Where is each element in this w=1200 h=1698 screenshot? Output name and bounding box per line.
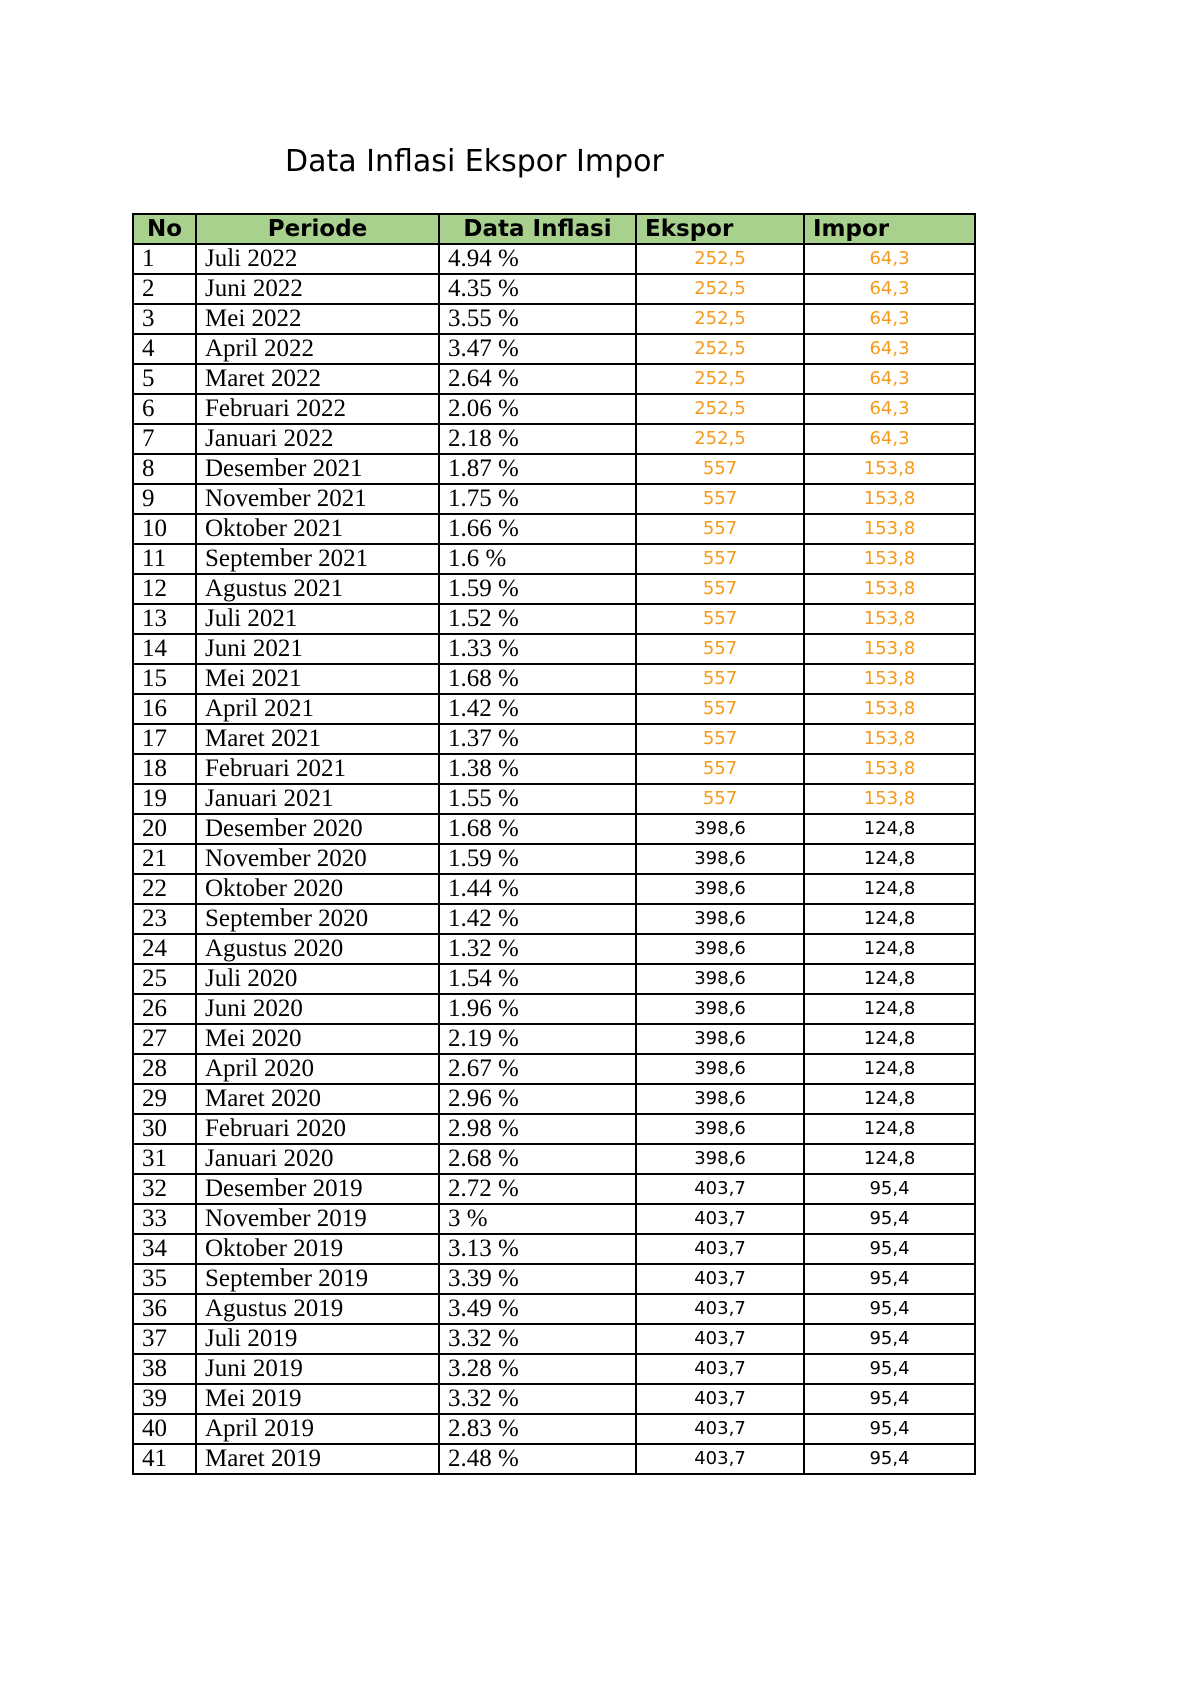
- inflasi-cell: 1.96 %: [439, 994, 636, 1024]
- ekspor-cell: 403,7: [636, 1414, 804, 1444]
- table-row: [133, 1084, 975, 1114]
- ekspor-cell: 403,7: [636, 1324, 804, 1354]
- table-row: [133, 274, 975, 304]
- inflasi-cell: 3.55 %: [439, 304, 636, 334]
- row-number-cell: 20: [133, 814, 196, 844]
- table-row: [133, 1114, 975, 1144]
- impor-cell: 64,3: [804, 244, 975, 274]
- inflasi-cell: 2.67 %: [439, 1054, 636, 1084]
- ekspor-cell: 403,7: [636, 1384, 804, 1414]
- row-number-cell: 8: [133, 454, 196, 484]
- impor-cell: 124,8: [804, 1054, 975, 1084]
- inflasi-cell: 1.68 %: [439, 814, 636, 844]
- impor-cell: 95,4: [804, 1294, 975, 1324]
- column-header-periode: Periode: [196, 214, 439, 244]
- ekspor-cell: 398,6: [636, 1114, 804, 1144]
- table-row: [133, 424, 975, 454]
- table-row: [133, 1024, 975, 1054]
- impor-cell: 124,8: [804, 964, 975, 994]
- ekspor-cell: 557: [636, 664, 804, 694]
- row-number-cell: 35: [133, 1264, 196, 1294]
- table-row: [133, 1384, 975, 1414]
- ekspor-cell: 252,5: [636, 244, 804, 274]
- impor-cell: 95,4: [804, 1174, 975, 1204]
- periode-cell: April 2020: [196, 1054, 439, 1084]
- table-row: [133, 874, 975, 904]
- periode-cell: Mei 2020: [196, 1024, 439, 1054]
- periode-cell: Februari 2021: [196, 754, 439, 784]
- table-row: [133, 904, 975, 934]
- ekspor-cell: 557: [636, 694, 804, 724]
- impor-cell: 124,8: [804, 934, 975, 964]
- row-number-cell: 22: [133, 874, 196, 904]
- inflasi-cell: 1.75 %: [439, 484, 636, 514]
- inflasi-cell: 3.39 %: [439, 1264, 636, 1294]
- table-row: [133, 1324, 975, 1354]
- row-number-cell: 27: [133, 1024, 196, 1054]
- periode-cell: Desember 2019: [196, 1174, 439, 1204]
- impor-cell: 153,8: [804, 724, 975, 754]
- periode-cell: Januari 2022: [196, 424, 439, 454]
- periode-cell: Juni 2022: [196, 274, 439, 304]
- ekspor-cell: 403,7: [636, 1444, 804, 1474]
- row-number-cell: 3: [133, 304, 196, 334]
- ekspor-cell: 252,5: [636, 394, 804, 424]
- impor-cell: 64,3: [804, 364, 975, 394]
- inflasi-cell: 2.72 %: [439, 1174, 636, 1204]
- ekspor-cell: 398,6: [636, 844, 804, 874]
- row-number-cell: 17: [133, 724, 196, 754]
- inflasi-cell: 2.96 %: [439, 1084, 636, 1114]
- periode-cell: Desember 2020: [196, 814, 439, 844]
- periode-cell: September 2021: [196, 544, 439, 574]
- impor-cell: 153,8: [804, 664, 975, 694]
- ekspor-cell: 557: [636, 784, 804, 814]
- periode-cell: Agustus 2019: [196, 1294, 439, 1324]
- row-number-cell: 38: [133, 1354, 196, 1384]
- periode-cell: Agustus 2020: [196, 934, 439, 964]
- row-number-cell: 11: [133, 544, 196, 574]
- impor-cell: 153,8: [804, 754, 975, 784]
- row-number-cell: 30: [133, 1114, 196, 1144]
- inflasi-cell: 1.52 %: [439, 604, 636, 634]
- impor-cell: 124,8: [804, 904, 975, 934]
- table-row: [133, 844, 975, 874]
- impor-cell: 64,3: [804, 424, 975, 454]
- table-row: [133, 814, 975, 844]
- impor-cell: 95,4: [804, 1354, 975, 1384]
- row-number-cell: 2: [133, 274, 196, 304]
- table-row: [133, 1204, 975, 1234]
- impor-cell: 95,4: [804, 1234, 975, 1264]
- periode-cell: Mei 2019: [196, 1384, 439, 1414]
- inflasi-cell: 1.59 %: [439, 844, 636, 874]
- impor-cell: 124,8: [804, 1024, 975, 1054]
- table-row: [133, 1354, 975, 1384]
- ekspor-cell: 398,6: [636, 1054, 804, 1084]
- ekspor-cell: 557: [636, 604, 804, 634]
- inflasi-cell: 3.32 %: [439, 1384, 636, 1414]
- periode-cell: Desember 2021: [196, 454, 439, 484]
- ekspor-cell: 398,6: [636, 994, 804, 1024]
- table-row: [133, 1054, 975, 1084]
- impor-cell: 124,8: [804, 1144, 975, 1174]
- periode-cell: Agustus 2021: [196, 574, 439, 604]
- inflasi-cell: 3.32 %: [439, 1324, 636, 1354]
- table-header-row: [133, 214, 975, 244]
- impor-cell: 124,8: [804, 1084, 975, 1114]
- table-row: [133, 514, 975, 544]
- periode-cell: Juni 2019: [196, 1354, 439, 1384]
- impor-cell: 124,8: [804, 874, 975, 904]
- inflasi-cell: 2.64 %: [439, 364, 636, 394]
- row-number-cell: 15: [133, 664, 196, 694]
- ekspor-cell: 398,6: [636, 814, 804, 844]
- row-number-cell: 10: [133, 514, 196, 544]
- row-number-cell: 1: [133, 244, 196, 274]
- inflasi-cell: 3.49 %: [439, 1294, 636, 1324]
- table-row: [133, 1174, 975, 1204]
- table-row: [133, 574, 975, 604]
- table-row: [133, 934, 975, 964]
- periode-cell: November 2020: [196, 844, 439, 874]
- ekspor-cell: 252,5: [636, 274, 804, 304]
- inflasi-cell: 1.55 %: [439, 784, 636, 814]
- row-number-cell: 13: [133, 604, 196, 634]
- row-number-cell: 6: [133, 394, 196, 424]
- ekspor-cell: 252,5: [636, 304, 804, 334]
- periode-cell: Oktober 2021: [196, 514, 439, 544]
- table-row: [133, 484, 975, 514]
- periode-cell: Oktober 2020: [196, 874, 439, 904]
- table-row: [133, 1444, 975, 1474]
- inflasi-cell: 4.35 %: [439, 274, 636, 304]
- ekspor-cell: 557: [636, 454, 804, 484]
- row-number-cell: 41: [133, 1444, 196, 1474]
- periode-cell: Maret 2021: [196, 724, 439, 754]
- table-row: [133, 1234, 975, 1264]
- ekspor-cell: 557: [636, 724, 804, 754]
- table-row: [133, 994, 975, 1024]
- impor-cell: 153,8: [804, 484, 975, 514]
- row-number-cell: 16: [133, 694, 196, 724]
- inflasi-cell: 2.06 %: [439, 394, 636, 424]
- periode-cell: Februari 2020: [196, 1114, 439, 1144]
- row-number-cell: 33: [133, 1204, 196, 1234]
- ekspor-cell: 403,7: [636, 1204, 804, 1234]
- row-number-cell: 14: [133, 634, 196, 664]
- inflasi-cell: 1.6 %: [439, 544, 636, 574]
- periode-cell: April 2022: [196, 334, 439, 364]
- inflasi-cell: 1.54 %: [439, 964, 636, 994]
- table-row: [133, 784, 975, 814]
- row-number-cell: 24: [133, 934, 196, 964]
- table-row: [133, 694, 975, 724]
- row-number-cell: 25: [133, 964, 196, 994]
- row-number-cell: 34: [133, 1234, 196, 1264]
- table-row: [133, 754, 975, 784]
- table-row: [133, 964, 975, 994]
- row-number-cell: 9: [133, 484, 196, 514]
- ekspor-cell: 403,7: [636, 1264, 804, 1294]
- periode-cell: Juli 2021: [196, 604, 439, 634]
- inflasi-cell: 1.33 %: [439, 634, 636, 664]
- periode-cell: Januari 2021: [196, 784, 439, 814]
- row-number-cell: 12: [133, 574, 196, 604]
- inflasi-cell: 2.18 %: [439, 424, 636, 454]
- inflasi-cell: 3.47 %: [439, 334, 636, 364]
- periode-cell: Oktober 2019: [196, 1234, 439, 1264]
- table-row: [133, 604, 975, 634]
- periode-cell: November 2019: [196, 1204, 439, 1234]
- table-row: [133, 724, 975, 754]
- periode-cell: Februari 2022: [196, 394, 439, 424]
- inflasi-cell: 1.38 %: [439, 754, 636, 784]
- periode-cell: Juni 2020: [196, 994, 439, 1024]
- inflasi-cell: 2.48 %: [439, 1444, 636, 1474]
- page-title: Data Inflasi Ekspor Impor: [285, 144, 664, 179]
- row-number-cell: 18: [133, 754, 196, 784]
- ekspor-cell: 403,7: [636, 1234, 804, 1264]
- row-number-cell: 21: [133, 844, 196, 874]
- inflasi-cell: 4.94 %: [439, 244, 636, 274]
- periode-cell: Maret 2019: [196, 1444, 439, 1474]
- periode-cell: November 2021: [196, 484, 439, 514]
- column-header-no: No: [133, 214, 196, 244]
- column-header-ekspor: Ekspor: [636, 214, 804, 244]
- ekspor-cell: 557: [636, 514, 804, 544]
- periode-cell: Juli 2022: [196, 244, 439, 274]
- impor-cell: 153,8: [804, 454, 975, 484]
- impor-cell: 124,8: [804, 1114, 975, 1144]
- periode-cell: Juli 2020: [196, 964, 439, 994]
- inflasi-cell: 3 %: [439, 1204, 636, 1234]
- periode-cell: Januari 2020: [196, 1144, 439, 1174]
- row-number-cell: 29: [133, 1084, 196, 1114]
- ekspor-cell: 403,7: [636, 1354, 804, 1384]
- inflasi-cell: 3.13 %: [439, 1234, 636, 1264]
- table-row: [133, 634, 975, 664]
- table-row: [133, 454, 975, 484]
- row-number-cell: 32: [133, 1174, 196, 1204]
- impor-cell: 64,3: [804, 274, 975, 304]
- ekspor-cell: 398,6: [636, 1144, 804, 1174]
- inflasi-cell: 1.32 %: [439, 934, 636, 964]
- periode-cell: April 2019: [196, 1414, 439, 1444]
- impor-cell: 124,8: [804, 994, 975, 1024]
- ekspor-cell: 557: [636, 634, 804, 664]
- row-number-cell: 36: [133, 1294, 196, 1324]
- column-header-impor: Impor: [804, 214, 975, 244]
- impor-cell: 95,4: [804, 1204, 975, 1234]
- periode-cell: Mei 2021: [196, 664, 439, 694]
- inflasi-cell: 1.87 %: [439, 454, 636, 484]
- table-row: [133, 1264, 975, 1294]
- periode-cell: Mei 2022: [196, 304, 439, 334]
- impor-cell: 153,8: [804, 694, 975, 724]
- table-row: [133, 364, 975, 394]
- table-row: [133, 1414, 975, 1444]
- ekspor-cell: 398,6: [636, 934, 804, 964]
- periode-cell: Juni 2021: [196, 634, 439, 664]
- inflasi-cell: 2.19 %: [439, 1024, 636, 1054]
- row-number-cell: 5: [133, 364, 196, 394]
- row-number-cell: 26: [133, 994, 196, 1024]
- row-number-cell: 23: [133, 904, 196, 934]
- periode-cell: Maret 2022: [196, 364, 439, 394]
- impor-cell: 153,8: [804, 784, 975, 814]
- column-header-inflasi: Data Inflasi: [439, 214, 636, 244]
- periode-cell: Maret 2020: [196, 1084, 439, 1114]
- table-row: [133, 1144, 975, 1174]
- row-number-cell: 7: [133, 424, 196, 454]
- impor-cell: 124,8: [804, 814, 975, 844]
- row-number-cell: 39: [133, 1384, 196, 1414]
- ekspor-cell: 252,5: [636, 424, 804, 454]
- inflasi-cell: 1.42 %: [439, 904, 636, 934]
- periode-cell: Juli 2019: [196, 1324, 439, 1354]
- inflasi-cell: 2.98 %: [439, 1114, 636, 1144]
- inflasi-cell: 2.68 %: [439, 1144, 636, 1174]
- ekspor-cell: 398,6: [636, 964, 804, 994]
- row-number-cell: 37: [133, 1324, 196, 1354]
- impor-cell: 95,4: [804, 1384, 975, 1414]
- ekspor-cell: 557: [636, 484, 804, 514]
- impor-cell: 124,8: [804, 844, 975, 874]
- impor-cell: 153,8: [804, 634, 975, 664]
- periode-cell: September 2020: [196, 904, 439, 934]
- periode-cell: September 2019: [196, 1264, 439, 1294]
- table-row: [133, 664, 975, 694]
- table-row: [133, 394, 975, 424]
- inflasi-cell: 1.59 %: [439, 574, 636, 604]
- table-row: [133, 544, 975, 574]
- impor-cell: 153,8: [804, 574, 975, 604]
- ekspor-cell: 557: [636, 574, 804, 604]
- inflasi-cell: 1.37 %: [439, 724, 636, 754]
- ekspor-cell: 557: [636, 754, 804, 784]
- impor-cell: 64,3: [804, 394, 975, 424]
- row-number-cell: 28: [133, 1054, 196, 1084]
- row-number-cell: 40: [133, 1414, 196, 1444]
- table-row: [133, 244, 975, 274]
- row-number-cell: 19: [133, 784, 196, 814]
- impor-cell: 95,4: [804, 1444, 975, 1474]
- impor-cell: 95,4: [804, 1414, 975, 1444]
- table-row: [133, 334, 975, 364]
- impor-cell: 95,4: [804, 1264, 975, 1294]
- inflasi-cell: 2.83 %: [439, 1414, 636, 1444]
- table-body: [133, 244, 975, 1474]
- table-row: [133, 1294, 975, 1324]
- ekspor-cell: 398,6: [636, 1024, 804, 1054]
- ekspor-cell: 403,7: [636, 1174, 804, 1204]
- inflation-table: [132, 213, 976, 1475]
- inflasi-cell: 1.44 %: [439, 874, 636, 904]
- impor-cell: 64,3: [804, 334, 975, 364]
- row-number-cell: 31: [133, 1144, 196, 1174]
- table-row: [133, 304, 975, 334]
- impor-cell: 95,4: [804, 1324, 975, 1354]
- inflasi-cell: 1.66 %: [439, 514, 636, 544]
- impor-cell: 153,8: [804, 544, 975, 574]
- periode-cell: April 2021: [196, 694, 439, 724]
- impor-cell: 153,8: [804, 514, 975, 544]
- impor-cell: 64,3: [804, 304, 975, 334]
- ekspor-cell: 557: [636, 544, 804, 574]
- inflasi-cell: 1.42 %: [439, 694, 636, 724]
- ekspor-cell: 252,5: [636, 364, 804, 394]
- inflasi-cell: 3.28 %: [439, 1354, 636, 1384]
- ekspor-cell: 398,6: [636, 1084, 804, 1114]
- inflasi-cell: 1.68 %: [439, 664, 636, 694]
- ekspor-cell: 398,6: [636, 874, 804, 904]
- ekspor-cell: 252,5: [636, 334, 804, 364]
- ekspor-cell: 403,7: [636, 1294, 804, 1324]
- ekspor-cell: 398,6: [636, 904, 804, 934]
- impor-cell: 153,8: [804, 604, 975, 634]
- row-number-cell: 4: [133, 334, 196, 364]
